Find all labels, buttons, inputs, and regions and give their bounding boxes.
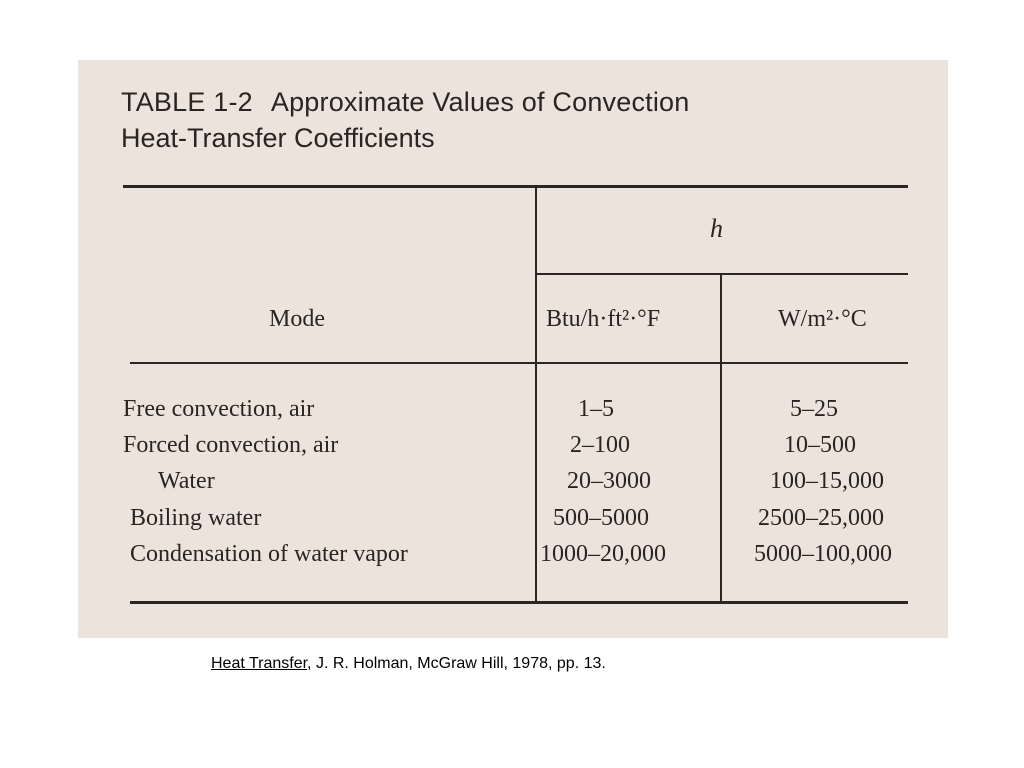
table-row-mode: Free convection, air bbox=[123, 396, 315, 422]
column-divider-2 bbox=[720, 274, 722, 602]
scanned-table-image bbox=[78, 60, 948, 638]
bottom-rule bbox=[130, 601, 908, 604]
column-header-btu: Btu/h·ft²·°F bbox=[546, 306, 661, 332]
table-row-si: 5–25 bbox=[790, 396, 838, 422]
table-row-mode: Water bbox=[158, 468, 215, 494]
table-row-si: 5000–100,000 bbox=[754, 541, 892, 567]
table-row-btu: 2–100 bbox=[570, 432, 630, 458]
table-row-btu: 1–5 bbox=[578, 396, 614, 422]
reference-details: , J. R. Holman, McGraw Hill, 1978, pp. 13. bbox=[307, 655, 606, 672]
table-row-si: 2500–25,000 bbox=[758, 505, 884, 531]
source-caption bbox=[211, 655, 606, 673]
column-header-si: W/m²·°C bbox=[778, 306, 867, 332]
column-header-mode: Mode bbox=[269, 306, 325, 332]
group-header-rule bbox=[536, 273, 908, 275]
header-bottom-rule bbox=[130, 362, 908, 364]
table-row-btu: 500–5000 bbox=[553, 505, 649, 531]
reference-title: Heat Transfer bbox=[211, 655, 308, 672]
column-divider-1 bbox=[535, 186, 537, 602]
table-row-btu: 1000–20,000 bbox=[540, 541, 666, 567]
table-title bbox=[121, 84, 689, 156]
table-row-mode: Condensation of water vapor bbox=[130, 541, 408, 567]
group-header-h: h bbox=[710, 214, 723, 243]
table-row-si: 10–500 bbox=[784, 432, 856, 458]
table-row-mode: Boiling water bbox=[130, 505, 262, 531]
table-row-btu: 20–3000 bbox=[567, 468, 651, 494]
table-number: TABLE 1-2 bbox=[121, 87, 253, 117]
table-row-mode: Forced convection, air bbox=[123, 432, 339, 458]
table-title-line2: Heat-Transfer Coefficients bbox=[121, 123, 435, 153]
table-title-line1: Approximate Values of Convection bbox=[270, 87, 690, 117]
table-row-si: 100–15,000 bbox=[770, 468, 884, 494]
top-rule bbox=[123, 185, 908, 188]
